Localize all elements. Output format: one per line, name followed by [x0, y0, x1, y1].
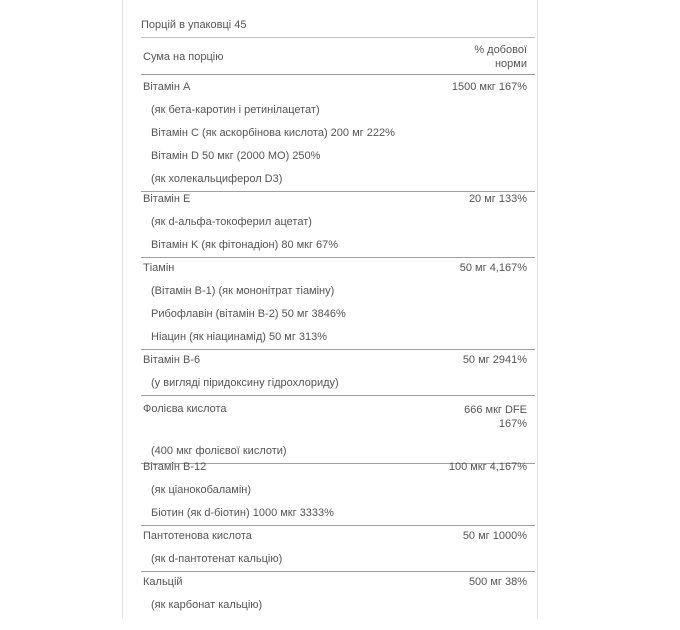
table-row: [141, 326, 535, 349]
nutrient-detail: Вітамін K (як фітонадіон) 80 мкг 67%: [151, 239, 339, 251]
table-row: [141, 188, 535, 211]
nutrient-amount: 100 мкг 4,167%: [448, 461, 527, 473]
table-row: [141, 99, 535, 122]
nutrient-detail: (як ціанокобаламін): [151, 484, 252, 496]
table-row: [141, 303, 535, 326]
servings-per-container: Порцій в упаковці 45: [141, 19, 247, 31]
nutrient-group-pantothenic-acid: [141, 525, 535, 572]
nutrient-name: Пантотенова кислота: [143, 530, 252, 542]
nutrient-name: Вітамін E: [143, 193, 191, 205]
nutrient-amount: 50 мг 1000%: [462, 530, 527, 542]
table-row: [141, 234, 535, 257]
nutrient-group-folic-acid: [141, 398, 535, 464]
nutrient-amount: 50 мг 4,167%: [459, 262, 527, 274]
nutrient-detail: Ніацин (як ніацинамід) 50 мг 313%: [151, 331, 328, 343]
daily-value-label-line1: % добової: [474, 44, 527, 56]
table-row: [141, 502, 535, 525]
nutrient-name: Вітамін A: [143, 81, 191, 93]
table-row: [141, 479, 535, 502]
nutrient-name: Вітамін B-12: [143, 461, 207, 473]
nutrient-detail: (як холекальциферол D3): [151, 173, 283, 185]
nutrient-amount: 1500 мкг 167%: [451, 81, 527, 93]
nutrient-detail: (400 мкг фолієвої кислоти): [151, 445, 287, 457]
nutrient-detail: Вітамін D 50 мкг (2000 МО) 250%: [151, 150, 321, 162]
nutrient-group-thiamine: [141, 257, 535, 350]
nutrient-detail: Вітамін C (як аскорбінова кислота) 200 мг 222%: [151, 127, 395, 139]
nutrient-group-vitamin-a: [141, 76, 535, 192]
table-row: [141, 548, 535, 571]
nutrient-group-calcium: [141, 571, 535, 617]
table-row: [141, 145, 535, 168]
amount-per-serving-label: Сума на порцію: [143, 51, 224, 63]
table-header: [141, 37, 535, 75]
nutrient-group-vitamin-e: [141, 188, 535, 258]
table-row: [141, 280, 535, 303]
nutrient-detail: (як d-пантотенат кальцію): [151, 553, 283, 565]
table-row: [141, 257, 535, 280]
nutrient-detail: Біотин (як d-біотин) 1000 мкг 3333%: [151, 507, 334, 519]
table-row: [141, 594, 535, 617]
nutrient-detail: (як d-альфа-токоферил ацетат): [151, 216, 312, 228]
nutrient-amount-line2: 167%: [498, 418, 527, 430]
daily-value-label: [474, 43, 527, 71]
nutrient-amount: 20 мг 133%: [468, 193, 527, 205]
supplement-facts-panel: [122, 0, 538, 618]
nutrient-amount: 50 мг 2941%: [462, 354, 527, 366]
nutrient-amount: 500 мг 38%: [468, 576, 527, 588]
nutrient-name: Тіамін: [143, 262, 175, 274]
daily-value-label-line2: норми: [494, 58, 527, 70]
nutrient-group-vitamin-b6: [141, 349, 535, 396]
nutrient-detail: (як карбонат кальцію): [151, 599, 263, 611]
table-row: [141, 372, 535, 395]
nutrient-name: Вітамін B-6: [143, 354, 201, 366]
nutrient-detail: (Вітамін B-1) (як мононітрат тіаміну): [151, 285, 335, 297]
nutrient-detail: (у вигляді піридоксину гідрохлориду): [151, 377, 339, 389]
nutrient-group-vitamin-b12: [141, 456, 535, 526]
table-row: [141, 456, 535, 479]
table-row: [141, 76, 535, 99]
table-row: [141, 525, 535, 548]
table-row: [141, 398, 535, 440]
nutrient-amount: [464, 403, 527, 431]
table-row: [141, 571, 535, 594]
nutrient-detail: (як бета-каротин і ретинілацетат): [151, 104, 320, 116]
table-row: [141, 211, 535, 234]
nutrient-detail: Рибофлавін (вітамін B-2) 50 мг 3846%: [151, 308, 346, 320]
nutrient-name: Кальцій: [143, 576, 183, 588]
nutrient-amount-line1: 666 мкг DFE: [464, 404, 527, 416]
table-row: [141, 122, 535, 145]
table-row: [141, 349, 535, 372]
nutrient-name: Фолієва кислота: [143, 403, 227, 415]
